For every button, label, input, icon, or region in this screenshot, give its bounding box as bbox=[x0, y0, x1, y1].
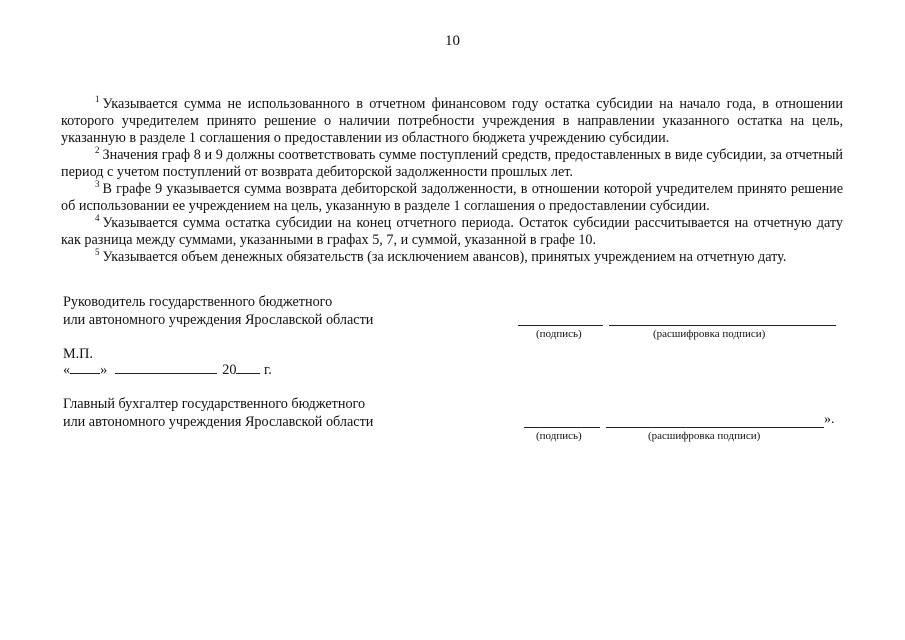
footnote-5 bbox=[61, 249, 843, 266]
date-open-quote: « bbox=[63, 362, 71, 378]
date-year-suffix: г. bbox=[264, 362, 272, 378]
footnote-text: Указывается сумма остатка субсидии на конец отчетного периода. Остаток субсидии рассчитывается на отчетную дату как разница между суммами, указанными в графах 5, 7, и суммой, указанной в графе 10. bbox=[61, 215, 843, 248]
date-close-quote: » bbox=[100, 362, 108, 378]
date-day-blank bbox=[70, 361, 100, 374]
footnote-3 bbox=[61, 181, 843, 215]
footnote-text: Указывается сумма не использованного в отчетном финансовом году остатка субсидии на начало года, в отношении которого учредителем принято решение о наличии потребности учреждения в направлении указанного остатка на цель, указанную в разделе 1 соглашения о предоставлении из областного бюджета учреждению субсидии. bbox=[61, 96, 843, 146]
head-title-line-2: или автономного учреждения Ярославской области bbox=[63, 312, 374, 328]
closing-quote: ». bbox=[824, 412, 835, 427]
footnote-mark: 3 bbox=[95, 179, 100, 190]
accountant-signature-caption: (подпись) bbox=[536, 430, 582, 442]
accountant-signatory-title bbox=[63, 395, 373, 431]
date-year-prefix: 20 bbox=[222, 362, 237, 378]
footnote-mark: 1 bbox=[95, 94, 100, 105]
accountant-title-line-1: Главный бухгалтер государственного бюджетного bbox=[63, 396, 366, 412]
footnotes bbox=[61, 96, 843, 266]
accountant-name-line bbox=[606, 427, 824, 428]
accountant-signature-line bbox=[524, 427, 600, 428]
head-name-line bbox=[609, 325, 836, 326]
footnote-text: Указывается объем денежных обязательств (за исключением авансов), принятых учреждением на отчетную дату. bbox=[102, 249, 787, 265]
head-signature-caption: (подпись) bbox=[536, 328, 582, 340]
footnote-mark: 2 bbox=[95, 145, 100, 156]
head-signature-line bbox=[518, 325, 603, 326]
head-name-caption: (расшифровка подписи) bbox=[653, 328, 766, 340]
head-title-line-1: Руководитель государственного бюджетного bbox=[63, 294, 333, 310]
stamp-label: М.П. bbox=[63, 346, 93, 362]
head-signatory-title bbox=[63, 293, 373, 329]
footnote-text: В графе 9 указывается сумма возврата дебиторской задолженности, в отношении которой учредителем принято решение об использовании ее учреждением на цель, указанную в разделе 1 соглашения о предоставлении субсидии. bbox=[61, 181, 843, 214]
footnote-mark: 5 bbox=[95, 247, 100, 258]
date-month-blank bbox=[115, 361, 217, 374]
footnote-mark: 4 bbox=[95, 213, 100, 224]
date-year-blank bbox=[236, 361, 260, 374]
accountant-title-line-2: или автономного учреждения Ярославской области bbox=[63, 414, 374, 430]
footnote-1 bbox=[61, 96, 843, 147]
accountant-name-caption: (расшифровка подписи) bbox=[648, 430, 761, 442]
footnote-4 bbox=[61, 215, 843, 249]
page-number: 10 bbox=[445, 33, 460, 49]
date-field bbox=[63, 361, 272, 379]
footnote-2 bbox=[61, 147, 843, 181]
footnote-text: Значения граф 8 и 9 должны соответствовать сумме поступлений средств, предоставленных в виде субсидии, за отчетный период с учетом поступлений от возврата дебиторской задолженности прошлых лет. bbox=[61, 147, 843, 180]
